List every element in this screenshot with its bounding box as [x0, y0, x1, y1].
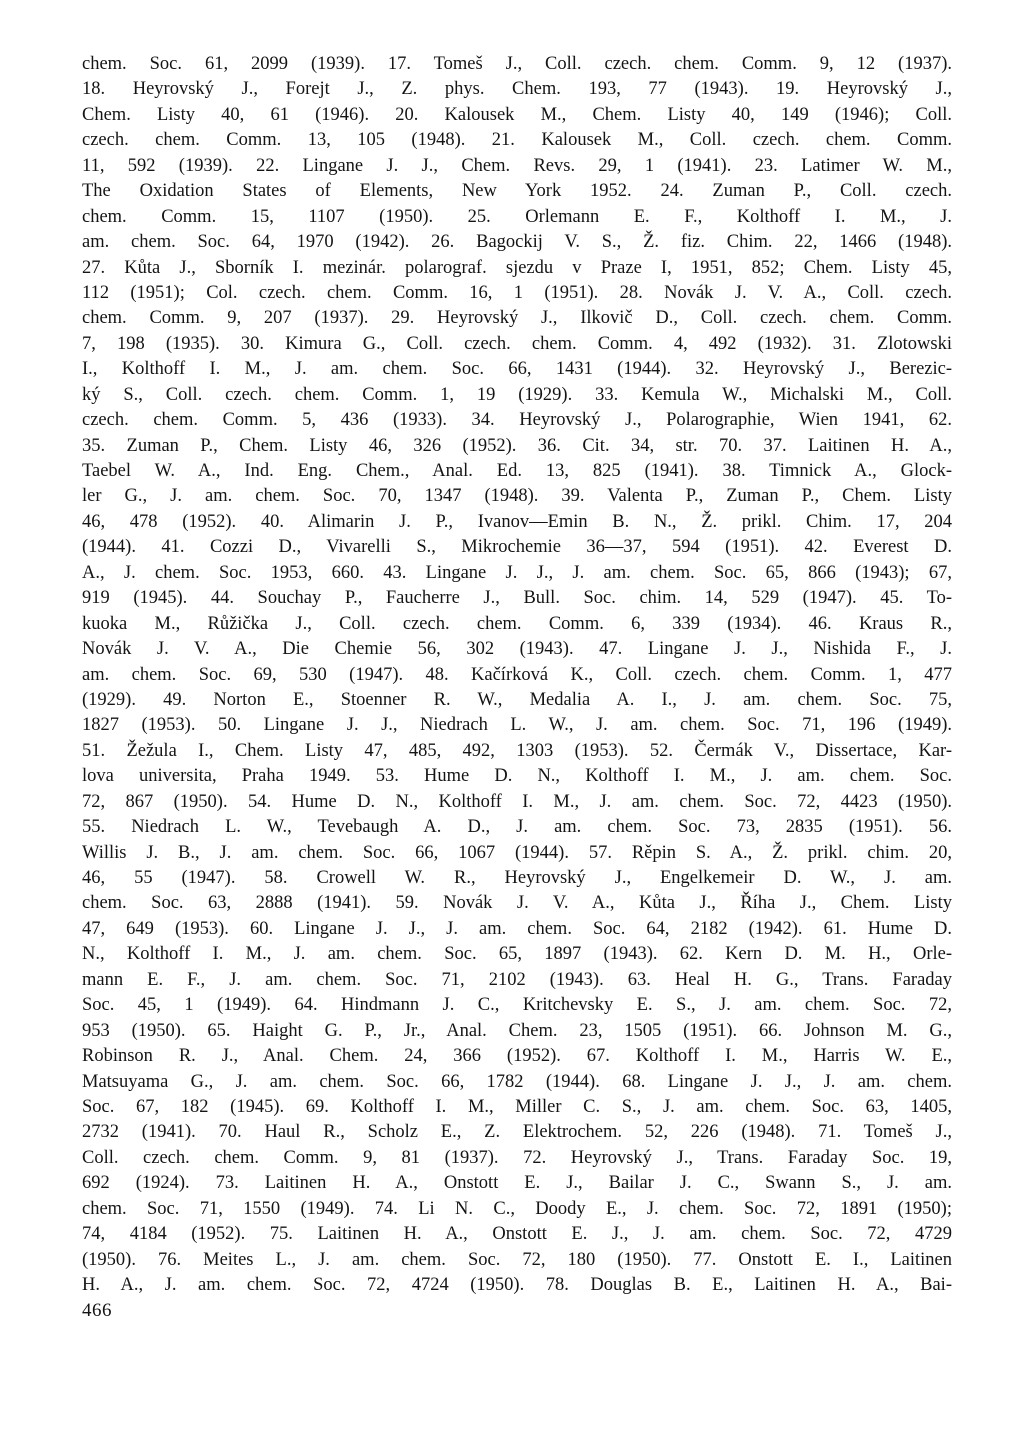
reference-line-2: 18. Heyrovský J., Forejt J., Z. phys. Chem. 193, 77 (1943). 19. Heyrovský J., [82, 79, 952, 100]
reference-line-49: H. A., J. am. chem. Soc. 72, 4724 (1950). 78. Douglas B. E., Laitinen H. A., Bai- [82, 1275, 952, 1295]
reference-line-41: Matsuyama G., J. am. chem. Soc. 66, 1782 (1944). 68. Lingane J. J., J. am. chem. [82, 1071, 952, 1092]
reference-line-21: A., J. chem. Soc. 1953, 660. 43. Lingane J. J., J. am. chem. Soc. 65, 866 (1943); 67, [82, 562, 952, 583]
reference-line-38: Soc. 45, 1 (1949). 64. Hindmann J. C., Kritchevsky E. S., J. am. chem. Soc. 72, [82, 995, 952, 1016]
reference-line-15: czech. chem. Comm. 5, 436 (1933). 34. Heyrovský J., Polarographie, Wien 1941, 62. [82, 410, 952, 431]
reference-line-42: Soc. 67, 182 (1945). 69. Kolthoff I. M., Miller C. S., J. am. chem. Soc. 63, 1405, [82, 1096, 952, 1117]
reference-line-6: The Oxidation States of Elements, New York 1952. 24. Zuman P., Coll. czech. [82, 181, 952, 202]
reference-line-12: 7, 198 (1935). 30. Kimura G., Coll. czech. chem. Comm. 4, 492 (1932). 31. Zlotowski [82, 333, 952, 354]
reference-line-31: 55. Niedrach L. W., Tevebaugh A. D., J. am. chem. Soc. 73, 2835 (1951). 56. [82, 817, 952, 838]
reference-line-3: Chem. Listy 40, 61 (1946). 20. Kalousek M., Chem. Listy 40, 149 (1946); Coll. [82, 104, 952, 125]
reference-list [82, 52, 952, 1298]
reference-line-9: 27. Kůta J., Sborník I. mezinár. polarograf. sjezdu v Praze I, 1951, 852; Chem. Listy 45, [82, 257, 952, 278]
reference-line-20: (1944). 41. Cozzi D., Vivarelli S., Mikrochemie 36—37, 594 (1951). 42. Everest D. [82, 537, 952, 558]
reference-line-10: 112 (1951); Col. czech. chem. Comm. 16, 1 (1951). 28. Novák J. V. A., Coll. czech. [82, 282, 952, 303]
reference-line-5: 11, 592 (1939). 22. Lingane J. J., Chem. Revs. 29, 1 (1941). 23. Latimer W. M., [82, 155, 952, 176]
reference-line-37: mann E. F., J. am. chem. Soc. 71, 2102 (1943). 63. Heal H. G., Trans. Faraday [82, 969, 952, 990]
reference-line-29: lova universita, Praha 1949. 53. Hume D. N., Kolthoff I. M., J. am. chem. Soc. [82, 766, 952, 787]
reference-line-28: 51. Žežula I., Chem. Listy 47, 485, 492, 1303 (1953). 52. Čermák V., Dissertace, Kar- [82, 740, 952, 761]
reference-line-16: 35. Zuman P., Chem. Listy 46, 326 (1952). 36. Cit. 34, str. 70. 37. Laitinen H. A., [82, 435, 952, 456]
reference-line-23: kuoka M., Růžička J., Coll. czech. chem. Comm. 6, 339 (1934). 46. Kraus R., [82, 613, 952, 634]
reference-line-1: chem. Soc. 61, 2099 (1939). 17. Tomeš J., Coll. czech. chem. Comm. 9, 12 (1937). [82, 54, 952, 74]
reference-line-36: N., Kolthoff I. M., J. am. chem. Soc. 65, 1897 (1943). 62. Kern D. M. H., Orle- [82, 944, 952, 965]
reference-line-24: Novák J. V. A., Die Chemie 56, 302 (1943). 47. Lingane J. J., Nishida F., J. [82, 639, 952, 660]
reference-line-13: I., Kolthoff I. M., J. am. chem. Soc. 66, 1431 (1944). 32. Heyrovský J., Berezic- [82, 359, 952, 380]
reference-line-46: chem. Soc. 71, 1550 (1949). 74. Li N. C., Doody E., J. chem. Soc. 72, 1891 (1950); [82, 1198, 952, 1219]
reference-line-17: Taebel W. A., Ind. Eng. Chem., Anal. Ed. 13, 825 (1941). 38. Timnick A., Glock- [82, 461, 952, 481]
reference-line-32: Willis J. B., J. am. chem. Soc. 66, 1067 (1944). 57. Rěpin S. A., Ž. prikl. chim. 20, [82, 842, 952, 863]
reference-line-18: ler G., J. am. chem. Soc. 70, 1347 (1948). 39. Valenta P., Zuman P., Chem. Listy [82, 486, 952, 507]
reference-line-26: (1929). 49. Norton E., Stoenner R. W., Medalia A. I., J. am. chem. Soc. 75, [82, 689, 952, 710]
reference-line-22: 919 (1945). 44. Souchay P., Faucherre J., Bull. Soc. chim. 14, 529 (1947). 45. To- [82, 588, 952, 609]
reference-line-43: 2732 (1941). 70. Haul R., Scholz E., Z. Elektrochem. 52, 226 (1948). 71. Tomeš J., [82, 1122, 952, 1143]
reference-line-11: chem. Comm. 9, 207 (1937). 29. Heyrovský J., Ilkovič D., Coll. czech. chem. Comm. [82, 308, 952, 329]
reference-line-19: 46, 478 (1952). 40. Alimarin J. P., Ivanov—Emin B. N., Ž. prikl. Chim. 17, 204 [82, 511, 952, 532]
reference-line-30: 72, 867 (1950). 54. Hume D. N., Kolthoff I. M., J. am. chem. Soc. 72, 4423 (1950). [82, 791, 952, 812]
reference-line-45: 692 (1924). 73. Laitinen H. A., Onstott E. J., Bailar J. C., Swann S., J. am. [82, 1173, 952, 1194]
reference-line-48: (1950). 76. Meites L., J. am. chem. Soc. 72, 180 (1950). 77. Onstott E. I., Laitinen [82, 1249, 952, 1270]
reference-line-33: 46, 55 (1947). 58. Crowell W. R., Heyrovský J., Engelkemeir D. W., J. am. [82, 868, 952, 888]
reference-line-34: chem. Soc. 63, 2888 (1941). 59. Novák J. V. A., Kůta J., Říha J., Chem. Listy [82, 893, 952, 914]
reference-line-27: 1827 (1953). 50. Lingane J. J., Niedrach L. W., J. am. chem. Soc. 71, 196 (1949). [82, 715, 952, 736]
reference-line-8: am. chem. Soc. 64, 1970 (1942). 26. Bagockij V. S., Ž. fiz. Chim. 22, 1466 (1948). [82, 232, 952, 253]
reference-line-25: am. chem. Soc. 69, 530 (1947). 48. Kačírková K., Coll. czech. chem. Comm. 1, 477 [82, 664, 952, 685]
reference-line-14: ký S., Coll. czech. chem. Comm. 1, 19 (1929). 33. Kemula W., Michalski M., Coll. [82, 384, 952, 405]
page-number: 466 [82, 1300, 112, 1321]
reference-line-47: 74, 4184 (1952). 75. Laitinen H. A., Onstott E. J., J. am. chem. Soc. 72, 4729 [82, 1224, 952, 1245]
reference-line-7: chem. Comm. 15, 1107 (1950). 25. Orlemann E. F., Kolthoff I. M., J. [82, 206, 952, 227]
reference-line-44: Coll. czech. chem. Comm. 9, 81 (1937). 72. Heyrovský J., Trans. Faraday Soc. 19, [82, 1147, 952, 1168]
reference-line-40: Robinson R. J., Anal. Chem. 24, 366 (1952). 67. Kolthoff I. M., Harris W. E., [82, 1046, 952, 1067]
reference-line-39: 953 (1950). 65. Haight G. P., Jr., Anal. Chem. 23, 1505 (1951). 66. Johnson M. G., [82, 1020, 952, 1041]
reference-line-4: czech. chem. Comm. 13, 105 (1948). 21. Kalousek M., Coll. czech. chem. Comm. [82, 130, 952, 151]
reference-line-35: 47, 649 (1953). 60. Lingane J. J., J. am. chem. Soc. 64, 2182 (1942). 61. Hume D. [82, 918, 952, 939]
